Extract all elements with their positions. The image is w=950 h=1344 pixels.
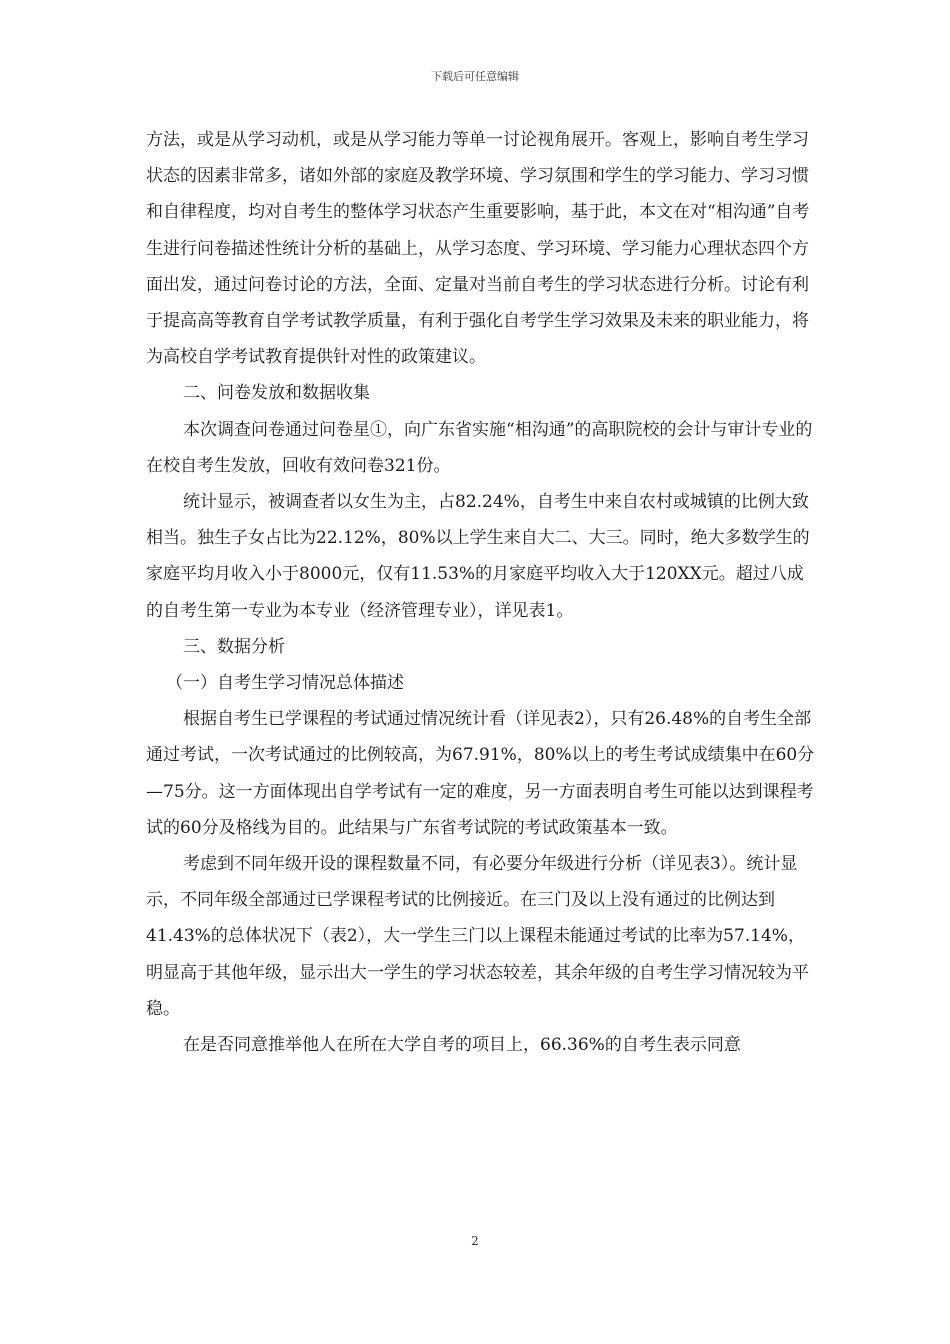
paragraph-respondent-statistics: 统计显示，被调查者以女生为主，占82.24%，自考生中来自农村或城镇的比例大致相当。独生子女占比为22.12%，80%以上学生来自大二、大三。同时，绝大多数学生的家庭平均月收入小于8000元，仅有11.53%的月家庭平均收入大于120XX元。超过八成的自考生第一专业为本专业（经济管理专业），详见表1。 [146,492,810,621]
document-body [146,122,816,1063]
paragraph-recommendation: 在是否同意推举他人在所在大学自考的项目上，66.36%的自考生表示同意 [183,1035,741,1056]
paragraph-exam-pass-rates: 根据自考生已学课程的考试通过情况统计看（详见表2），只有26.48%的自考生全部通过考试，一次考试通过的比例较高，为67.91%，80%以上的考生考试成绩集中在60分—75分。这一方面体现出自学考试有一定的难度，另一方面表明自考生可能以达到课程考试的60分及格线为目的。此结果与广东省考试院的考试政策基本一致。 [146,709,815,838]
subsection-heading-overview: （一）自考生学习情况总体描述 [166,673,404,694]
page-number: 2 [471,1234,479,1248]
page-header: 下载后可任意编辑 [431,70,519,83]
paragraph-intro-continuation: 方法，或是从学习动机，或是从学习能力等单一讨论视角展开。客观上，影响自考生学习状态的因素非常多，诸如外部的家庭及教学环境、学习氛围和学生的学习能力、学习习惯和自律程度，均对自考生的整体学习状态产生重要影响，基于此，本文在对“相沟通”自考生进行问卷描述性统计分析的基础上，从学习态度、学习环境、学习能力心理状态四个方面出发，通过问卷讨论的方法，全面、定量对当前自考生的学习状态进行分析。讨论有利于提高高等教育自学考试教学质量，有利于强化自考学生学习效果及未来的职业能力，将为高校自学考试教育提供针对性的政策建议。 [146,130,810,368]
paragraph-grade-analysis: 考虑到不同年级开设的课程数量不同，有必要分年级进行分析（详见表3）。统计显示，不同年级全部通过已学课程考试的比例接近。在三门及以上没有通过的比例达到41.43%的总体状况下（表2），大一学生三门以上课程未能通过考试的比率为57.14%，明显高于其他年级，显示出大一学生的学习状态较差，其余年级的自考生学习情况较为平稳。 [146,854,809,1019]
paragraph-survey-distribution: 本次调查问卷通过问卷星①，向广东省实施“相沟通”的高职院校的会计与审计专业的在校自考生发放，回收有效问卷321份。 [146,419,813,476]
section-heading-questionnaire: 二、问卷发放和数据收集 [183,383,370,404]
section-heading-data-analysis: 三、数据分析 [183,636,285,657]
